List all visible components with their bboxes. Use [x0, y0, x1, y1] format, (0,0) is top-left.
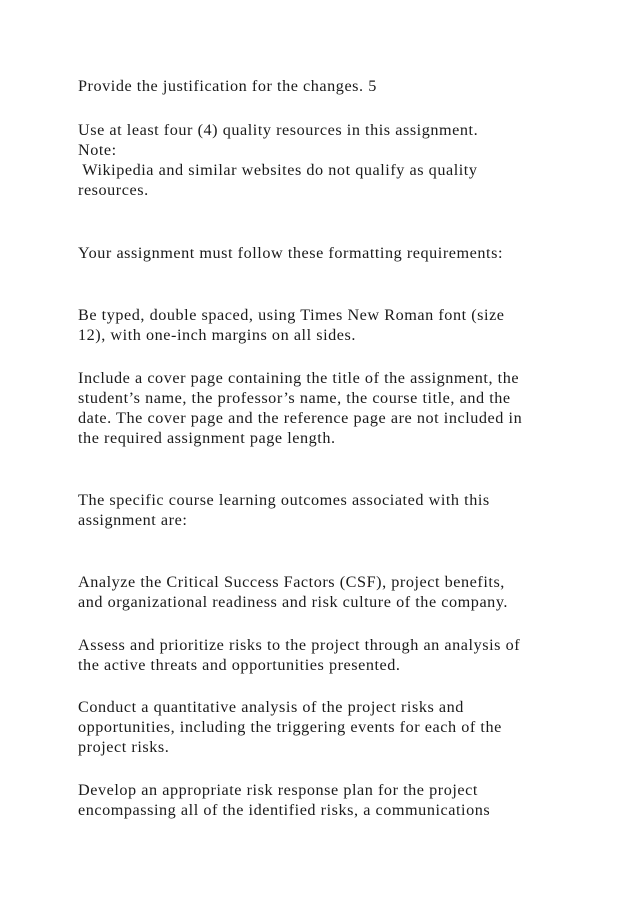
text-line: Note: [78, 141, 117, 159]
text-line: Provide the justification for the changes. 5 [78, 77, 377, 95]
text-line: resources. [78, 181, 149, 199]
text-line: project risks. [78, 738, 170, 756]
text-line: assignment are: [78, 511, 188, 529]
text-line: Your assignment must follow these formatting requirements: [78, 244, 503, 262]
text-line: 12), with one-inch margins on all sides. [78, 326, 356, 344]
text-line: Develop an appropriate risk response plan for the project [78, 781, 478, 799]
text-line: date. The cover page and the reference page are not included in [78, 409, 523, 427]
text-line: encompassing all of the identified risks, a communications [78, 801, 491, 819]
text-line: student’s name, the professor’s name, the course title, and the [78, 389, 511, 407]
text-line: Include a cover page containing the title of the assignment, the [78, 369, 520, 387]
text-line: the required assignment page length. [78, 429, 336, 447]
text-line: Be typed, double spaced, using Times New Roman font (size [78, 306, 505, 324]
text-line: Wikipedia and similar websites do not qualify as quality [78, 161, 478, 179]
text-line: Assess and prioritize risks to the project through an analysis of [78, 636, 521, 654]
text-line: Use at least four (4) quality resources in this assignment. [78, 121, 479, 139]
text-line: and organizational readiness and risk culture of the company. [78, 593, 509, 611]
text-line: The specific course learning outcomes associated with this [78, 491, 490, 509]
text-line: the active threats and opportunities presented. [78, 656, 401, 674]
text-line: Analyze the Critical Success Factors (CSF), project benefits, [78, 573, 505, 591]
text-line: Conduct a quantitative analysis of the project risks and [78, 698, 464, 716]
text-line: opportunities, including the triggering events for each of the [78, 718, 502, 736]
